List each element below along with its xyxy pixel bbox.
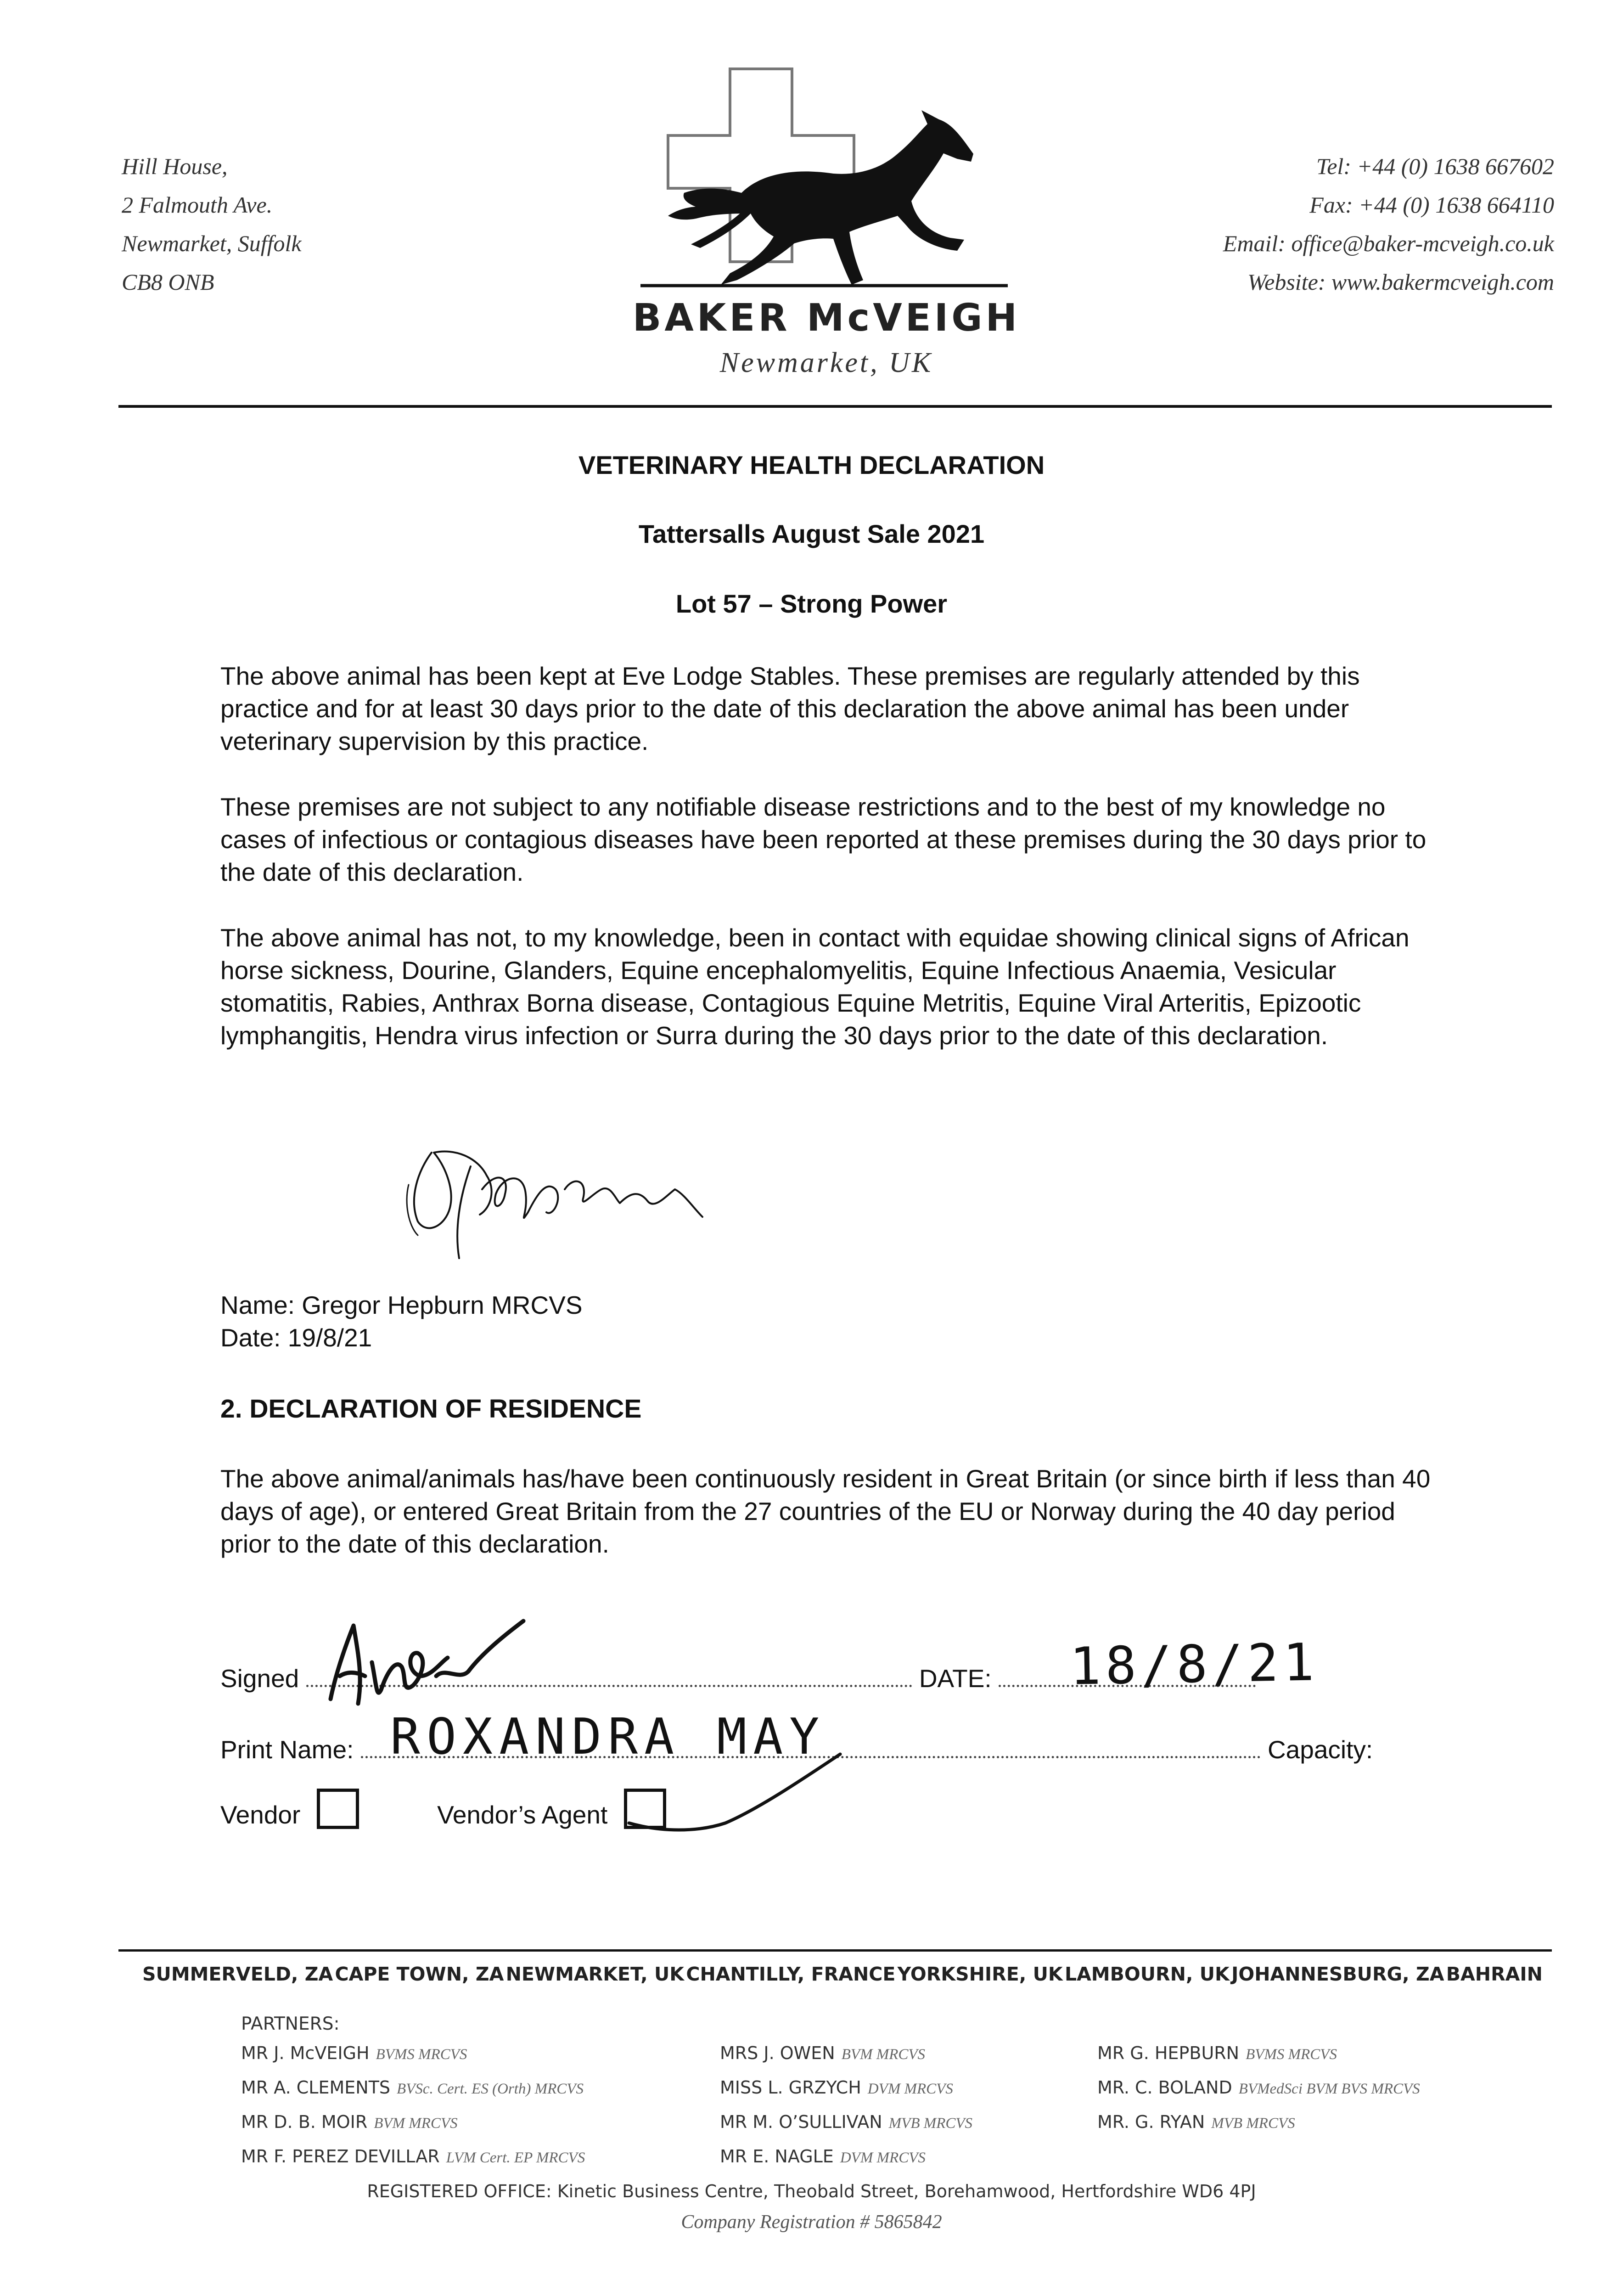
partner-qualifications: MVB MRCVS: [1211, 2115, 1295, 2132]
partner-entry: [720, 2037, 972, 2071]
vet-date: Date: 19/8/21: [220, 1323, 372, 1352]
registered-office: REGISTERED OFFICE: Kinetic Business Centre, Theobald Street, Borehamwood, Hertfordshire WD6 4PJ: [367, 2181, 1256, 2201]
partner-entry: [1097, 2037, 1420, 2071]
handwritten-print-name: ROXANDRA MAY: [390, 1708, 826, 1766]
partner-qualifications: BVM MRCVS: [374, 2115, 458, 2132]
paragraph-text: The above animal has not, to my knowledge, been in contact with equidae showing clinical signs of African horse sickness, Dourine, Glanders, Equine encephalomyelitis, Equine Infectious Anaemia, Vesicular stomatitis, Rabies, Anthrax Borna disease, Contagious Equine Metritis, Equine Viral Arteritis, Epizootic lymphangitis, Hendra virus infection or Surra during the 30 days prior to the date of this declaration.: [220, 923, 1410, 1050]
partner-qualifications: BVM MRCVS: [841, 2046, 926, 2063]
paragraph-text: The above animal has been kept at Eve Lodge Stables. These premises are regularly attended by this practice and for at least 30 days prior to the date of this declaration the above animal has been under veterinary supervision by this practice.: [220, 662, 1360, 755]
partner-name: MR J. McVEIGH: [241, 2043, 370, 2063]
capacity-options: [220, 1789, 666, 1831]
address-line: 2 Falmouth Ave.: [122, 192, 273, 218]
vet-name: Name: Gregor Hepburn MRCVS: [220, 1291, 583, 1319]
partner-entry: [241, 2105, 585, 2140]
sale-name: Tattersalls August Sale 2021: [638, 519, 985, 548]
footer-divider: [118, 1949, 1552, 1952]
partner-name: MR D. B. MOIR: [241, 2112, 368, 2132]
partner-entry: [241, 2071, 585, 2105]
body-paragraph: [220, 660, 1442, 758]
partner-entry: [720, 2071, 972, 2105]
header-divider: [118, 405, 1552, 408]
brand-location: Newmarket, UK: [719, 347, 933, 378]
section2-title: 2. DECLARATION OF RESIDENCE: [220, 1394, 642, 1424]
partner-qualifications: BVMS MRCVS: [1246, 2046, 1337, 2063]
partner-name: MR G. HEPBURN: [1097, 2043, 1240, 2063]
partners-label: PARTNERS:: [241, 2014, 340, 2034]
partner-entry: [241, 2140, 585, 2174]
section2-paragraph: [220, 1463, 1442, 1560]
partner-name: MR F. PEREZ DEVILLAR: [241, 2146, 440, 2167]
partner-qualifications: MVB MRCVS: [888, 2115, 973, 2132]
branch-item: NEWMARKET, UK: [505, 1963, 685, 1985]
checkmark-stroke: [624, 1745, 854, 1841]
partner-name: MR. C. BOLAND: [1097, 2077, 1232, 2098]
branch-item: YORKSHIRE, UK: [897, 1963, 1063, 1985]
partner-entry: [241, 2037, 585, 2071]
contact-phone: Tel: +44 (0) 1638 667602: [1316, 153, 1554, 179]
company-registration: Company Registration # 5865842: [681, 2212, 942, 2233]
branch-item: LAMBOURN, UK: [1064, 1963, 1230, 1985]
partner-qualifications: LVM Cert. EP MRCVS: [446, 2150, 585, 2166]
body-paragraph: [220, 791, 1442, 889]
paragraph-text: The above animal/animals has/have been continuously resident in Great Britain (or since birth if less than 40 days of age), or entered Great Britain from the 27 countries of the EU or Norway during the 40 day period prior to the date of this declaration.: [220, 1464, 1431, 1558]
brand-name: BAKER McVEIGH: [632, 296, 1021, 340]
capacity-label: Capacity:: [1267, 1735, 1373, 1764]
contact-website: Website: www.bakermcveigh.com: [1247, 269, 1554, 295]
partner-name: MISS L. GRZYCH: [720, 2077, 861, 2098]
partner-entry: [720, 2105, 972, 2140]
partners-column-1: [241, 2037, 585, 2174]
letterhead-address: [122, 147, 302, 301]
branch-item: SUMMERVELD, ZA: [142, 1963, 333, 1985]
paragraph-text: These premises are not subject to any notifiable disease restrictions and to the best of my knowledge no cases of infectious or contagious diseases have been reported at these premises during the 30 days prior to the date of this declaration.: [220, 793, 1426, 886]
partner-qualifications: BVMS MRCVS: [376, 2046, 467, 2063]
document-title: VETERINARY HEALTH DECLARATION: [578, 450, 1045, 479]
partners-column-3: [1097, 2037, 1420, 2140]
vendor-checkbox[interactable]: [317, 1789, 359, 1829]
partner-qualifications: DVM MRCVS: [867, 2081, 953, 2097]
address-line: Hill House,: [122, 153, 228, 179]
contact-fax: Fax: +44 (0) 1638 664110: [1309, 192, 1554, 218]
partner-qualifications: DVM MRCVS: [840, 2150, 926, 2166]
date-label: DATE:: [919, 1664, 992, 1693]
contact-email: Email: office@baker-mcveigh.co.uk: [1223, 231, 1554, 256]
address-line: CB8 ONB: [122, 269, 214, 295]
vet-details: [220, 1289, 1442, 1354]
vendor-label: Vendor: [220, 1801, 301, 1829]
vendor-signature: [321, 1607, 542, 1713]
branch-list: [142, 1963, 1543, 1985]
partner-qualifications: BVSc. Cert. ES (Orth) MRCVS: [397, 2081, 584, 2097]
partner-name: MR E. NAGLE: [720, 2146, 834, 2167]
branch-item: BAHRAIN: [1446, 1963, 1543, 1985]
vet-signature: [390, 1120, 721, 1274]
signed-label: Signed: [220, 1664, 299, 1693]
address-line: Newmarket, Suffolk: [122, 231, 302, 256]
partner-qualifications: BVMedSci BVM BVS MRCVS: [1238, 2081, 1420, 2097]
branch-item: JOHANNESBURG, ZA: [1231, 1963, 1444, 1985]
partner-name: MR A. CLEMENTS: [241, 2077, 391, 2098]
body-paragraph: [220, 922, 1442, 1052]
vendor-agent-label: Vendor’s Agent: [437, 1801, 608, 1829]
partner-entry: [1097, 2105, 1420, 2140]
partner-entry: [1097, 2071, 1420, 2105]
partner-name: MR M. O’SULLIVAN: [720, 2112, 882, 2132]
letterhead-contacts: [1223, 147, 1554, 301]
handwritten-date: 18/8/21: [1069, 1632, 1320, 1697]
partner-name: MRS J. OWEN: [720, 2043, 835, 2063]
branch-item: CAPE TOWN, ZA: [335, 1963, 504, 1985]
partners-column-2: [720, 2037, 972, 2174]
partner-entry: [720, 2140, 972, 2174]
branch-item: CHANTILLY, FRANCE: [686, 1963, 896, 1985]
lot-heading: Lot 57 – Strong Power: [675, 589, 948, 618]
partner-name: MR. G. RYAN: [1097, 2112, 1205, 2132]
print-name-label: Print Name:: [220, 1735, 354, 1764]
